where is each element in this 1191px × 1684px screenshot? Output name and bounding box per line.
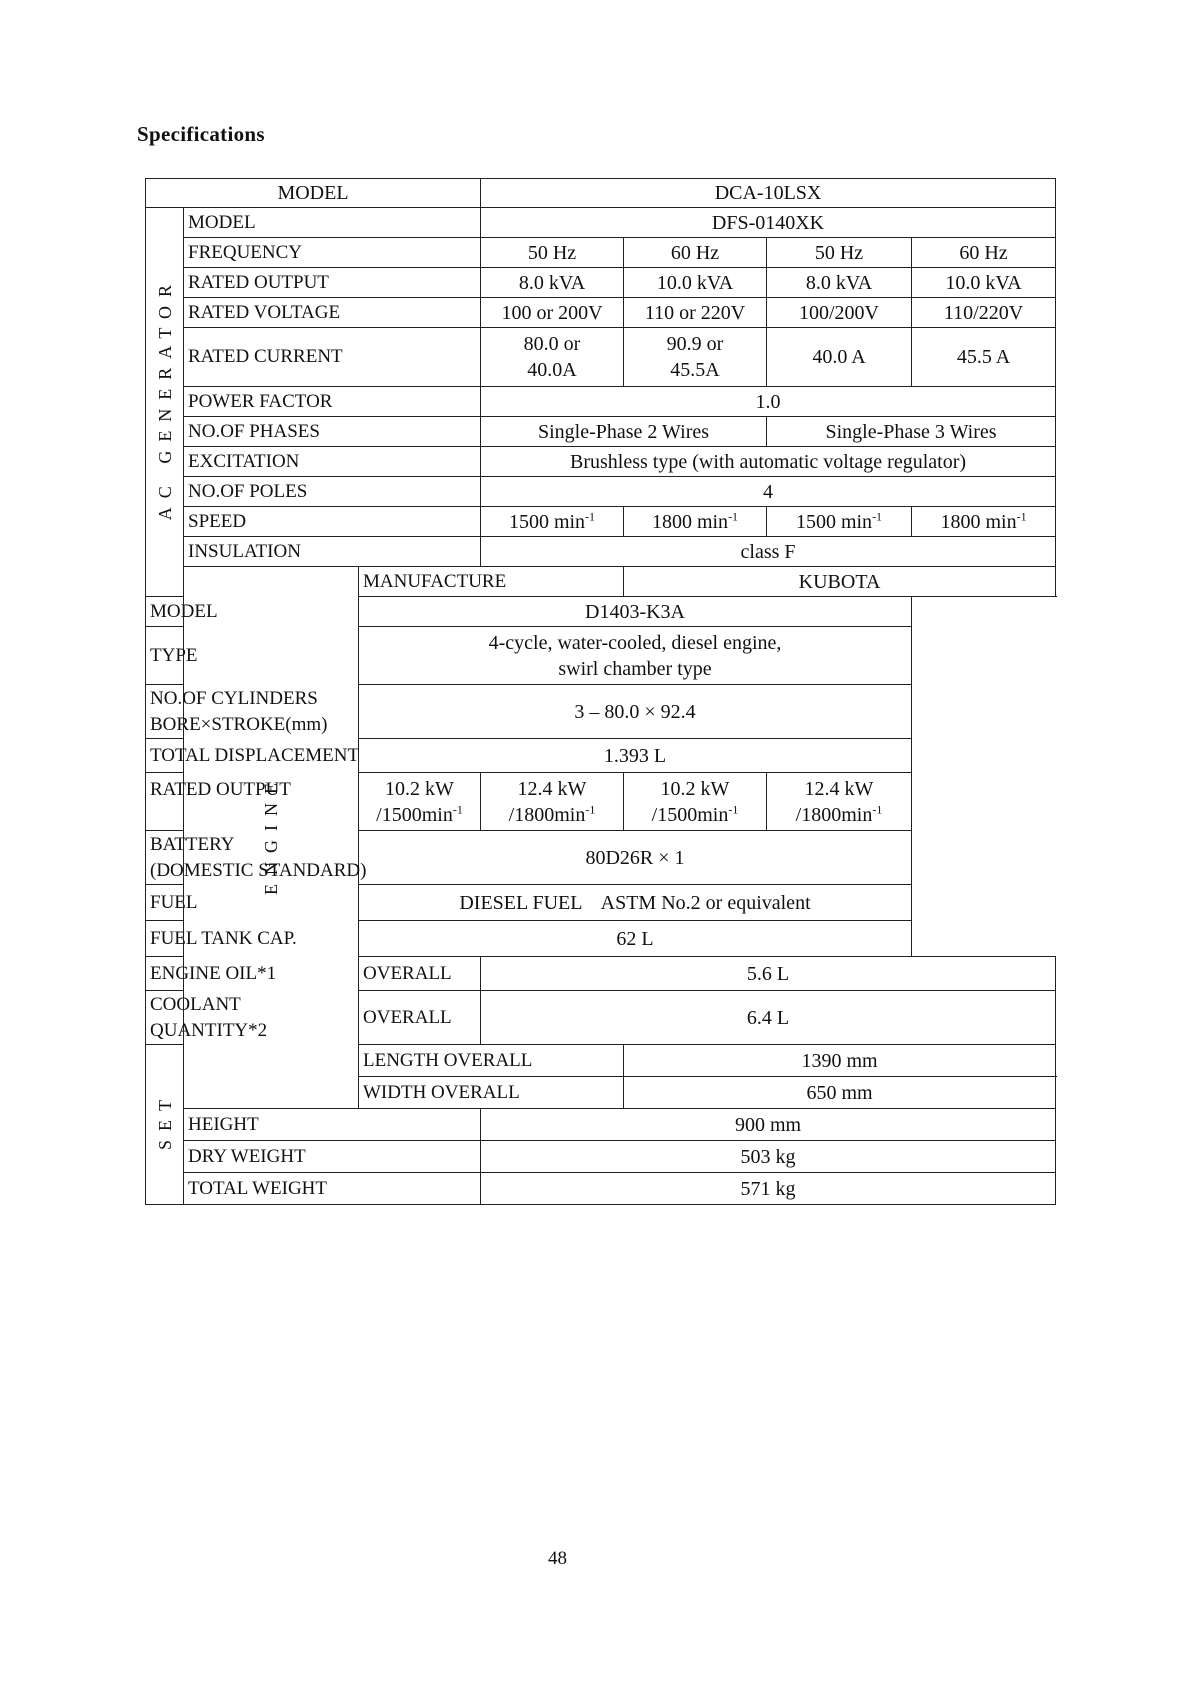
row-label: BATTERY (DOMESTIC STANDARD) [146, 831, 359, 885]
table-row [146, 1173, 1056, 1205]
row-label: RATED OUTPUT [184, 268, 481, 298]
table-row-header [146, 179, 1056, 208]
cell-value: 40.0 A [767, 328, 912, 387]
row-value: 571 kg [481, 1173, 1056, 1205]
row-label: WIDTH OVERALL [359, 1077, 624, 1109]
row-label: MODEL [146, 597, 359, 627]
table-row [146, 507, 1056, 537]
cell-value: Single-Phase 2 Wires [481, 417, 767, 447]
row-label: NO.OF CYLINDERS BORE×STROKE(mm) [146, 685, 359, 739]
row-label: TYPE [146, 627, 359, 685]
row-label: NO.OF POLES [184, 477, 481, 507]
table-row [146, 328, 1056, 387]
table-row [146, 477, 1056, 507]
row-value: Brushless type (with automatic voltage regulator) [481, 447, 1056, 477]
row-label: MANUFACTURE [359, 567, 624, 597]
row-label: POWER FACTOR [184, 387, 481, 417]
table-row [146, 1141, 1056, 1173]
cell-value: 80.0 or 40.0A [481, 328, 624, 387]
cell-value: 12.4 kW $/1800\min^{-1}$ [767, 773, 912, 831]
section-set: SET [146, 1045, 184, 1205]
table-row [146, 597, 1056, 627]
row-value: 4 [481, 477, 1056, 507]
row-value: 503 kg [481, 1141, 1056, 1173]
row-value: 4-cycle, water-cooled, diesel engine, swirl chamber type [359, 627, 912, 685]
table-row [146, 627, 1056, 685]
table-row [146, 447, 1056, 477]
table-row [146, 685, 1056, 739]
row-label: SPEED [184, 507, 481, 537]
cell-value: 110 or 220V [624, 298, 767, 328]
cell-value: 1800 $\min^{-1}$ [912, 507, 1056, 537]
page-title: Specifications [137, 122, 265, 146]
table-row [146, 298, 1056, 328]
row-value: 1.0 [481, 387, 1056, 417]
header-label: MODEL [146, 179, 481, 208]
cell-value: 50 Hz [481, 238, 624, 268]
row-label: RATED OUTPUT [146, 773, 359, 831]
row-label: RATED VOLTAGE [184, 298, 481, 328]
row-value: KUBOTA [624, 567, 1056, 597]
row-label: LENGTH OVERALL [359, 1045, 624, 1077]
cell-value: 10.2 kW $/1500\min^{-1}$ [624, 773, 767, 831]
cell-value: 100 or 200V [481, 298, 624, 328]
table-row [146, 238, 1056, 268]
table-row [146, 739, 1056, 773]
row-label: FREQUENCY [184, 238, 481, 268]
row-value: 6.4 L [481, 991, 1056, 1045]
cell-value: 110/220V [912, 298, 1056, 328]
row-value: 80D26R × 1 [359, 831, 912, 885]
row-label: COOLANT QUANTITY*2 [146, 991, 184, 1045]
row-label: MODEL [184, 208, 481, 238]
table-row [146, 268, 1056, 298]
table-row [146, 921, 1056, 957]
section-ac-generator: AC GENERATOR [146, 208, 184, 597]
row-value: 62 L [359, 921, 912, 957]
row-value: DFS-0140XK [481, 208, 1056, 238]
row-value: 900 mm [481, 1109, 1056, 1141]
cell-value: Single-Phase 3 Wires [767, 417, 1056, 447]
row-sublabel: OVERALL [359, 991, 481, 1045]
row-label: DRY WEIGHT [184, 1141, 481, 1173]
row-label: TOTAL DISPLACEMENT [146, 739, 359, 773]
row-label: FUEL [146, 885, 359, 921]
row-label: NO.OF PHASES [184, 417, 481, 447]
page-number: 48 [548, 1548, 567, 1569]
row-label: EXCITATION [184, 447, 481, 477]
cell-value: 1500 $\min^{-1}$ [481, 507, 624, 537]
row-value: DIESEL FUEL ASTM No.2 or equivalent [359, 885, 912, 921]
row-value: 5.6 L [481, 957, 1056, 991]
cell-value: 1500 $\min^{-1}$ [767, 507, 912, 537]
row-value: D1403-K3A [359, 597, 912, 627]
row-label: HEIGHT [184, 1109, 481, 1141]
cell-value: 100/200V [767, 298, 912, 328]
cell-value: 1800 $\min^{-1}$ [624, 507, 767, 537]
row-label: TOTAL WEIGHT [184, 1173, 481, 1205]
row-label: INSULATION [184, 537, 481, 567]
cell-value: 45.5 A [912, 328, 1056, 387]
table-row [146, 567, 1056, 597]
row-value: 3 – 80.0 × 92.4 [359, 685, 912, 739]
row-value: 1.393 L [359, 739, 912, 773]
cell-value: 8.0 kVA [481, 268, 624, 298]
cell-value: 8.0 kVA [767, 268, 912, 298]
cell-value: 10.0 kVA [624, 268, 767, 298]
row-label: RATED CURRENT [184, 328, 481, 387]
row-label: FUEL TANK CAP. [146, 921, 359, 957]
table-row [146, 537, 1056, 567]
cell-value: 10.0 kVA [912, 268, 1056, 298]
table-row [146, 208, 1056, 238]
cell-value: 60 Hz [912, 238, 1056, 268]
row-value: 650 mm [624, 1077, 1056, 1109]
header-value: DCA-10LSX [481, 179, 1056, 208]
section-engine: ENGINE [184, 567, 359, 1109]
table-row [146, 387, 1056, 417]
table-row [146, 417, 1056, 447]
cell-value: 60 Hz [624, 238, 767, 268]
cell-value: 90.9 or 45.5A [624, 328, 767, 387]
row-sublabel: OVERALL [359, 957, 481, 991]
cell-value: 50 Hz [767, 238, 912, 268]
cell-value: 12.4 kW $/1800\min^{-1}$ [481, 773, 624, 831]
row-value: 1390 mm [624, 1045, 1056, 1077]
spec-table [145, 178, 1056, 1205]
row-label: ENGINE OIL*1 [146, 957, 184, 991]
table-row [146, 1109, 1056, 1141]
row-value: class F [481, 537, 1056, 567]
cell-value: 10.2 kW $/1500\min^{-1}$ [359, 773, 481, 831]
